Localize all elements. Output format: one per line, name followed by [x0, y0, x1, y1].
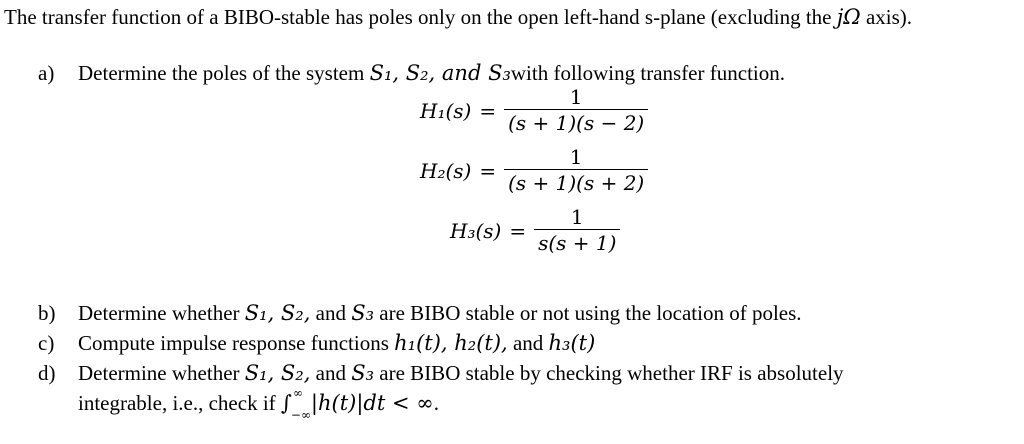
- part-c-text-before: Compute impulse response functions: [78, 331, 395, 355]
- part-d-line2: [78, 386, 439, 422]
- equation-h1: [420, 86, 648, 135]
- integral-lower-limit: −∞: [290, 408, 311, 422]
- part-c-marker: c): [38, 331, 55, 355]
- part-b-marker: b): [38, 301, 56, 325]
- part-a-marker: a): [38, 61, 55, 85]
- part-d-text-after: are BIBO stable by checking whether IRF is absolutely: [374, 361, 844, 385]
- equation-h2-lhs: H₂(s): [420, 158, 472, 183]
- part-b-text-mid: and: [310, 301, 352, 325]
- part-a-text-before: Determine the poles of the system: [78, 61, 370, 85]
- equation-h2-numerator: 1: [569, 145, 583, 169]
- equation-h3-numerator: 1: [570, 205, 584, 229]
- part-b: [38, 300, 802, 326]
- part-d-marker: d): [38, 361, 56, 385]
- part-d-systems: S₁, S₂,: [244, 361, 311, 385]
- equation-h1-lhs: H₁(s): [420, 98, 472, 123]
- intro-text-before: The transfer function of a BIBO-stable has poles only on the open left-hand s-plane (excluding the: [4, 5, 837, 29]
- equation-h1-equals: =: [479, 98, 497, 123]
- part-c-text-mid: and: [507, 331, 549, 355]
- part-d-system3: S₃: [351, 361, 375, 385]
- j-omega-symbol: jΩ: [836, 5, 861, 29]
- part-d-line2-after: .: [433, 391, 439, 415]
- part-d: [38, 360, 844, 386]
- equation-h2-equals: =: [479, 158, 497, 183]
- part-b-systems: S₁, S₂,: [244, 301, 311, 325]
- part-b-text-after: are BIBO stable or not using the location of poles.: [374, 301, 802, 325]
- equation-h3-lhs: H₃(s): [450, 218, 502, 243]
- part-c-functions: h₁(t), h₂(t),: [394, 331, 508, 355]
- part-d-text-before: Determine whether: [78, 361, 245, 385]
- integral-sign: ∫: [280, 391, 292, 415]
- integral-upper-limit: ∞: [292, 386, 303, 400]
- part-d-text-mid: and: [310, 361, 352, 385]
- equation-h2-denominator: (s + 1)(s + 2): [504, 169, 648, 195]
- part-c: [38, 330, 595, 356]
- part-d-line2-before: integrable, i.e., check if: [78, 391, 281, 415]
- part-c-function3: h₃(t): [548, 331, 596, 355]
- integrand: |h(t)|dt < ∞: [310, 391, 434, 415]
- equation-h2-fraction: [504, 146, 648, 195]
- equation-h3-equals: =: [509, 218, 527, 243]
- intro-text-after: axis).: [860, 5, 913, 29]
- equation-h1-denominator: (s + 1)(s − 2): [504, 109, 648, 135]
- part-a-text-after: with following transfer function.: [510, 61, 785, 85]
- equation-h3: [450, 206, 620, 255]
- part-b-system3: S₃: [351, 301, 375, 325]
- intro-paragraph: [4, 4, 912, 30]
- part-a: [38, 60, 785, 86]
- equation-h1-fraction: [504, 86, 648, 135]
- equation-h1-numerator: 1: [569, 85, 583, 109]
- equation-h2: [420, 146, 648, 195]
- part-b-text-before: Determine whether: [78, 301, 245, 325]
- equation-h3-denominator: s(s + 1): [534, 229, 620, 255]
- integral: [280, 386, 311, 422]
- equation-h3-fraction: [534, 206, 620, 255]
- part-a-systems: S₁, S₂, and S₃: [369, 61, 511, 85]
